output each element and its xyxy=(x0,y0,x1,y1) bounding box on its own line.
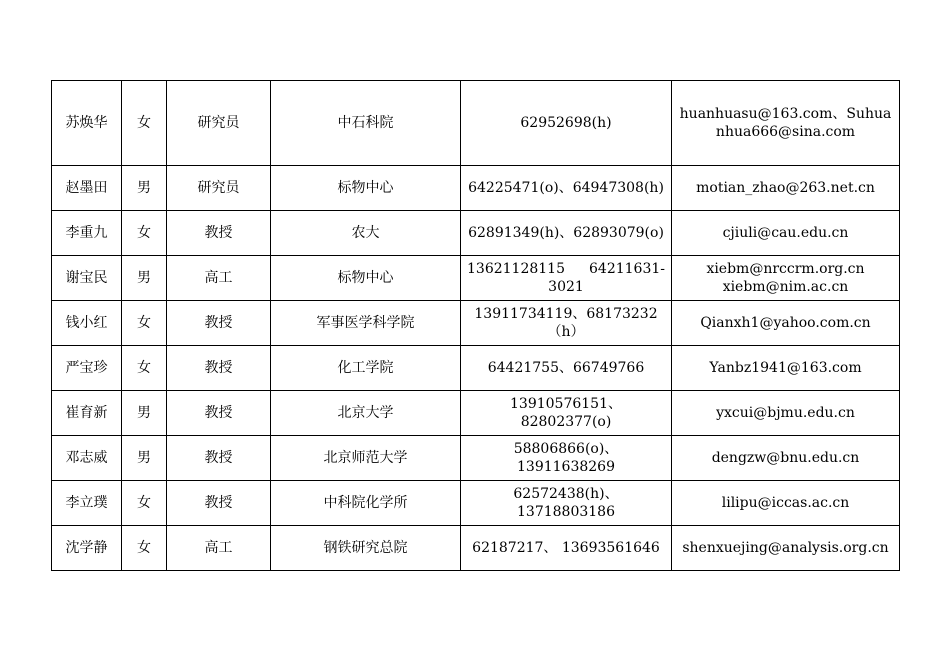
phone-cell: 13911734119、68173232（h） xyxy=(461,301,672,346)
name-cell: 李立璞 xyxy=(52,481,122,526)
phone-cell: 58806866(o)、13911638269 xyxy=(461,436,672,481)
title-cell: 教授 xyxy=(167,301,271,346)
title-cell: 教授 xyxy=(167,436,271,481)
org-cell: 标物中心 xyxy=(271,256,461,301)
gender-cell: 女 xyxy=(122,81,167,166)
email-cell: dengzw@bnu.edu.cn xyxy=(672,436,900,481)
name-cell: 谢宝民 xyxy=(52,256,122,301)
email-cell xyxy=(672,256,900,301)
title-cell: 教授 xyxy=(167,481,271,526)
office-number: 64211631- xyxy=(589,261,665,277)
name-cell: 钱小红 xyxy=(52,301,122,346)
name-cell: 苏焕华 xyxy=(52,81,122,166)
email-cell: Qianxh1@yahoo.com.cn xyxy=(672,301,900,346)
org-cell: 中石科院 xyxy=(271,81,461,166)
gender-cell: 女 xyxy=(122,346,167,391)
org-cell: 农大 xyxy=(271,211,461,256)
gender-cell: 女 xyxy=(122,526,167,571)
phone-cell: 62187217、 13693561646 xyxy=(461,526,672,571)
table-row xyxy=(52,301,900,346)
gender-cell: 男 xyxy=(122,391,167,436)
name-cell: 邓志威 xyxy=(52,436,122,481)
table-row xyxy=(52,346,900,391)
email-line: xiebm@nrccrm.org.cn xyxy=(706,261,865,277)
title-cell: 高工 xyxy=(167,526,271,571)
org-cell: 北京师范大学 xyxy=(271,436,461,481)
title-cell: 研究员 xyxy=(167,81,271,166)
name-cell: 赵墨田 xyxy=(52,166,122,211)
office-extension: 3021 xyxy=(548,279,584,295)
org-cell: 钢铁研究总院 xyxy=(271,526,461,571)
title-cell: 教授 xyxy=(167,211,271,256)
mobile-number: 13621128115 xyxy=(467,261,565,277)
email-cell: Yanbz1941@163.com xyxy=(672,346,900,391)
title-cell: 高工 xyxy=(167,256,271,301)
name-cell: 崔育新 xyxy=(52,391,122,436)
table-row xyxy=(52,481,900,526)
table-row xyxy=(52,211,900,256)
table-row xyxy=(52,166,900,211)
phone-cell: 64421755、66749766 xyxy=(461,346,672,391)
contact-table xyxy=(51,80,900,571)
email-cell: huanhuasu@163.com、Suhuanhua666@sina.com xyxy=(672,81,900,166)
gender-cell: 男 xyxy=(122,436,167,481)
org-cell: 军事医学科学院 xyxy=(271,301,461,346)
email-cell: motian_zhao@263.net.cn xyxy=(672,166,900,211)
table-row xyxy=(52,256,900,301)
gender-cell: 女 xyxy=(122,481,167,526)
gender-cell: 男 xyxy=(122,256,167,301)
name-cell: 沈学静 xyxy=(52,526,122,571)
gender-cell: 女 xyxy=(122,301,167,346)
gender-cell: 男 xyxy=(122,166,167,211)
org-cell: 化工学院 xyxy=(271,346,461,391)
title-cell: 教授 xyxy=(167,391,271,436)
table-row xyxy=(52,526,900,571)
org-cell: 北京大学 xyxy=(271,391,461,436)
phone-cell: 62891349(h)、62893079(o) xyxy=(461,211,672,256)
phone-cell xyxy=(461,256,672,301)
phone-cell: 13910576151、82802377(o) xyxy=(461,391,672,436)
name-cell: 李重九 xyxy=(52,211,122,256)
email-line: xiebm@nim.ac.cn xyxy=(722,279,849,295)
gender-cell: 女 xyxy=(122,211,167,256)
table-row xyxy=(52,81,900,166)
email-cell: cjiuli@cau.edu.cn xyxy=(672,211,900,256)
table-row xyxy=(52,436,900,481)
phone-cell: 64225471(o)、64947308(h) xyxy=(461,166,672,211)
email-cell: lilipu@iccas.ac.cn xyxy=(672,481,900,526)
table-row xyxy=(52,391,900,436)
org-cell: 标物中心 xyxy=(271,166,461,211)
title-cell: 教授 xyxy=(167,346,271,391)
phone-line xyxy=(467,260,665,278)
email-cell: yxcui@bjmu.edu.cn xyxy=(672,391,900,436)
name-cell: 严宝珍 xyxy=(52,346,122,391)
phone-cell: 62952698(h) xyxy=(461,81,672,166)
org-cell: 中科院化学所 xyxy=(271,481,461,526)
phone-cell: 62572438(h)、13718803186 xyxy=(461,481,672,526)
email-cell: shenxuejing@analysis.org.cn xyxy=(672,526,900,571)
title-cell: 研究员 xyxy=(167,166,271,211)
